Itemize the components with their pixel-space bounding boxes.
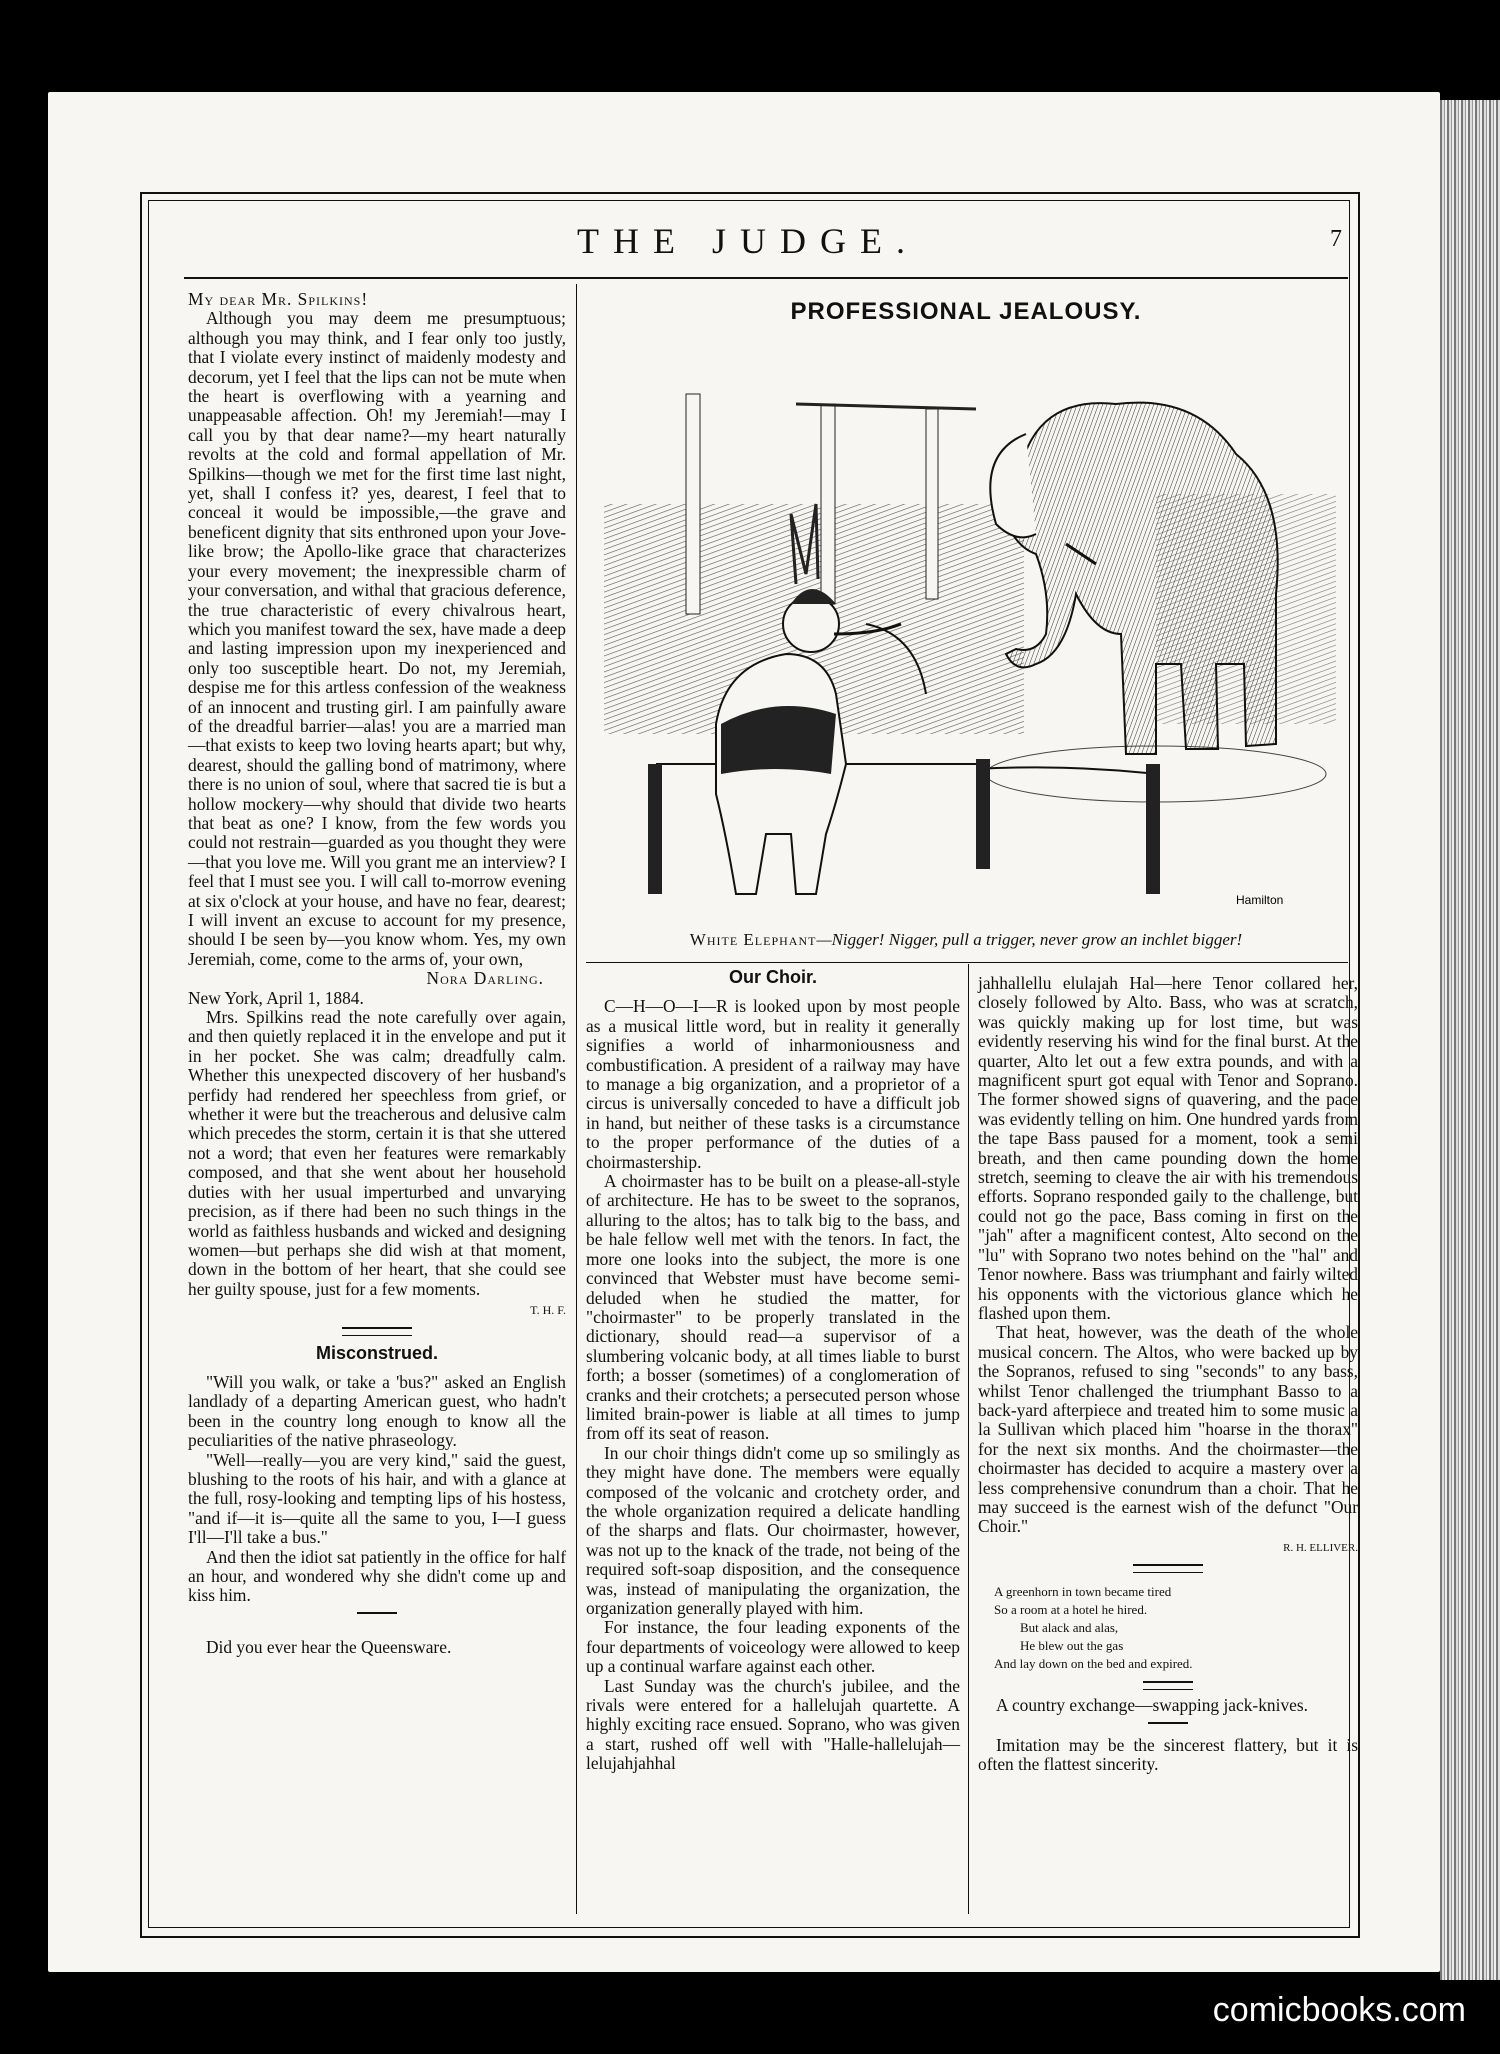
site-watermark: comicbooks.com <box>1212 1991 1466 2029</box>
column-divider-left <box>576 284 577 1914</box>
cartoon-title: PROFESSIONAL JEALOUSY. <box>790 298 1142 325</box>
queensware-line: Did you ever hear the Queensware. <box>206 1636 452 1657</box>
letter-salutation: My dear Mr. Spilkins! <box>188 289 369 309</box>
letter-body: Although you may deem me presumptuous; although you may think, and I fear only too justly, that I violate every instinct of maidenly modesty and decorum, yet I feel that the lips can not be mute when the heart is overflowing with a yearning and unappeasable affection. Oh! my Jeremiah!—may I call you by that dear name?—my heart naturally revolts at the cold and formal appellation of Mr. Spilkins—though we met for the first time last night, yet, shall I confess it? yes, dearest, I feel that to conceal it would be impossible,—the grave and beneficent dignity that sits enthroned upon your Jove-like brow; the Apollo-like grace that characterizes your every movement; the inexpressible charm of your conversation, and withal that gracious deference, the true characteristic of every chivalrous heart, which you manifest toward the sex, have made a deep and lasting impression upon my inexperienced and only too susceptible heart. Do not, my Jeremiah, despise me for this artless confession of the weakness of an innocent and trusting girl. I am painfully aware of the dreadful barrier—alas! you are a married man—that exists to keep two loving hearts apart; but why, dearest, should the galling bond of matrimony, where there is no union of soul, where that sacred tie is but a hollow mockery—why should that divide two hearts that beat as one? I know, from the few words you could not restrain—guarded as you thought they were—that you love me. Will you grant me an interview? I feel that I must see you. I will call to-morrow evening at six o'clock at your house, and have no fear, dearest; I will invent an excuse to account for my presence, should I be seen by—you know whom. Yes, my own Jeremiah, come, come to the arms of, your own, <box>188 308 566 969</box>
column-divider-right <box>968 964 969 1914</box>
masthead-rule <box>184 277 1348 279</box>
masthead-title: THE JUDGE. <box>577 221 919 261</box>
letter-signature: Nora Darling. <box>426 968 544 989</box>
ornament-rule-2 <box>1133 1564 1203 1573</box>
letter-dateline: New York, April 1, 1884. <box>188 987 364 1008</box>
middle-column <box>586 966 960 1774</box>
ornament-short <box>357 1612 397 1620</box>
poem-line: And lay down on the bed and expired. <box>994 1656 1193 1672</box>
ornament-rule-3 <box>1143 1681 1193 1690</box>
misconstrued-title: Misconstrued. <box>315 1342 439 1363</box>
choir-author: R. H. ELLIVER. <box>1283 1541 1358 1554</box>
poem-line: But alack and alas, <box>994 1620 1119 1636</box>
poem-line: So a room at a hotel he hired. <box>994 1602 1148 1618</box>
misconstrued-p1: "Will you walk, or take a 'bus?" asked an English landlady of a departing American guest, who hadn't been in the country long enough to know all the peculiarities of the native phraseology. <box>188 1371 566 1451</box>
letter-initials: T. H. F. <box>530 1303 566 1318</box>
page-number: 7 <box>1330 226 1342 252</box>
book-page-edges <box>1440 100 1500 1980</box>
choir-p4: For instance, the four leading exponents of the four departments of voiceology were allowed to keep up a continual warfare against each other. <box>586 1617 960 1677</box>
caption-text: —Nigger! Nigger, pull a trigger, never grow an inchlet bigger! <box>816 930 1243 949</box>
choir-p6: jahhallellu elulajah Hal—here Tenor collared her, closely followed by Alto. Bass, who was at scratch, was quickly making up for lost time, but was evidently reserving his wind for the final burst. At the quarter, Alto let out a few extra pounds, and with a magnificent spurt got equal with Tenor and Soprano. The former showed signs of quavering, and the pace was evidently telling on him. One hundred yards from the tape Bass paused for a moment, took a semi breath, and then came pounding down the home stretch, seeming to cleave the air with his tremendous efforts. Soprano responded gaily to the challenge, but could not go the pace, Bass coming in first on the "jah" after a magnificent contest, Alto second on the "lu" with Soprano two notes behind on the "hal" and Tenor nowhere. Bass was triumphant and fairly wilted his opponents with the victorious glance which he flashed upon them. <box>978 973 1358 1323</box>
right-column <box>978 974 1358 1774</box>
choir-p7: That heat, however, was the death of the whole musical concern. The Altos, who were backed up by the Sopranos, refused to sing "seconds" to any bass, whilst Tenor challenged the triumphant Basso to a back-yard afterpiece and treated him to some music a la Sullivan which placed him "hoarse in the thorax" for the next six months. And the choirmaster—the choirmaster has decided to acquire a mastery over a less comprehensive conundrum than a choir. That he may succeed is the earnest wish of the defunct "Our Choir." <box>978 1322 1358 1537</box>
choir-p5: Last Sunday was the church's jubilee, and the rivals were entered for a hallelujah quartette. A highly exciting race ensued. Soprano, who was given a start, rushed off well with "Halle-hallelujah—lelujahjahhal <box>586 1675 960 1774</box>
ornament-short-2 <box>1148 1722 1188 1730</box>
choir-title: Our Choir. <box>728 967 817 987</box>
choir-p2: A choirmaster has to be built on a please-all-style of architecture. He has to be sweet to the sopranos, alluring to the altos; has to talk big to the bass, and be hale fellow well met with the tenors. In fact, the more one looks into the subject, the more is one convinced that Webster must have become semi-deluded when he studied the matter, for "choirmaster" to be properly translated in the dictionary, should read—a supervisor of a slumbering volcanic body, at all times liable to burst forth; a bosser (sometimes) of a conglomeration of cranks and their crotchets; a persecuted person whose limited brain-power is liable at all times to jump from off its seat of reason. <box>586 1171 960 1444</box>
choir-p1: C—H—O—I—R is looked upon by most people as a musical little word, but in reality it generally signifies a world of inharmoniousness and combustification. A president of a railway may have to manage a big organization, and a proprietor of a circus is universally conceded to have a difficult job in hand, but neither of these tasks is a circumstance to the proper performance of the duties of a choirmastership. <box>586 996 960 1172</box>
misconstrued-p2: "Well—really—you are very kind," said the guest, blushing to the roots of his hair, and with a glance at the full, rosy-looking and tempting lips of his hostess, "and if—it is—quite all the same to you, I—I guess I'll—I'll take a bus." <box>188 1449 566 1548</box>
elephant-cartoon-image <box>596 334 1340 924</box>
poem-line: A greenhorn in town became tired <box>994 1584 1172 1600</box>
misconstrued-p3: And then the idiot sat patiently in the office for half an hour, and wondered why she didn't come up and kiss him. <box>188 1546 566 1606</box>
cartoon-caption <box>586 930 1346 950</box>
country-exchange-line: A country exchange—swapping jack-knives. <box>996 1695 1308 1716</box>
greenhorn-poem <box>994 1583 1358 1673</box>
poem-line: He blew out the gas <box>994 1638 1124 1654</box>
letter-follow: Mrs. Spilkins read the note carefully over again, and then quietly replaced it in the envelope and put it in her pocket. She was calm; dreadfully calm. Whether this unexpected discovery of her husband's perfidy had rendered her speechless from grief, or whether it were but the treacherous and delusive calm which precedes the storm, certain it is that she uttered not a word; that even her features were remarkably composed, and that she went about her household duties with her usual imperturbed and unvarying precision, as if there had been no such things in the world as faithless husbands and wicked and designing women—but perhaps she did wish at that moment, down in the bottom of her heart, that she could see her guilty spouse, just for a few moments. <box>188 1007 566 1299</box>
cartoon-bottom-rule <box>586 962 1348 963</box>
cartoon-illustration <box>596 334 1340 924</box>
ornament-rule <box>342 1327 412 1336</box>
left-column <box>188 290 566 1657</box>
imitation-line: Imitation may be the sincerest flattery, but it is often the flattest sincerity. <box>978 1734 1358 1774</box>
choir-p3: In our choir things didn't come up so smilingly as they might have done. The members were equally composed of the volcanic and crotchety order, and the whole organization required a delicate handling of the sharps and flats. Our choirmaster, however, was not up to the knack of the trade, not being of the required soft-soap disposition, and the consequence was, instead of manipulating the organization, the organization generally played with him. <box>586 1442 960 1618</box>
cartoon-artist-signature: Hamilton <box>1236 893 1284 907</box>
caption-speaker: White Elephant <box>689 930 817 949</box>
